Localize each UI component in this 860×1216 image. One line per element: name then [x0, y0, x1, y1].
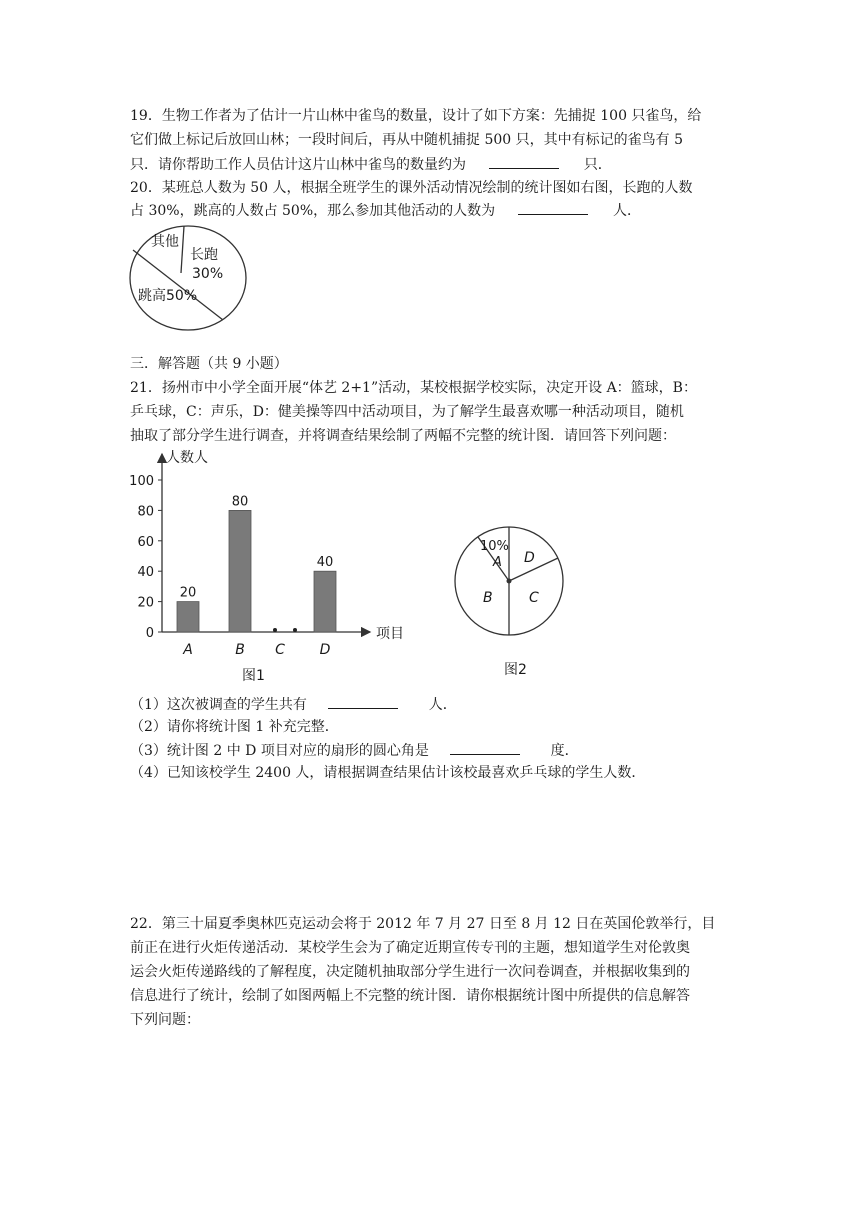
x-tick-label-D: D — [319, 642, 331, 658]
q21-sub-1-unit: 人． — [428, 697, 457, 713]
q21-sub-3-blank[interactable] — [450, 742, 520, 755]
q21-line-2: 乒乓球，C：声乐，D：健美操等四中活动项目，为了解学生最喜欢哪一种活动项目，随机 — [130, 404, 684, 420]
x-tick-label-A: A — [183, 642, 193, 658]
fig2-label-c: C — [529, 590, 539, 606]
q21-sub-3-unit: 度． — [550, 743, 579, 759]
q20-line-2 — [130, 202, 641, 219]
q20-pie-circle — [130, 226, 246, 330]
q21-line-1: 21．扬州市中小学全面开展“体艺 2+1”活动，某校根据学校实际，决定开设 A：篮球，B： — [130, 380, 697, 396]
q21-sub-3-prompt: （3）统计图 2 中 D 项目对应的扇形的圆心角是 — [130, 743, 429, 759]
fig1-caption: 图1 — [242, 668, 265, 684]
q20-pie-chart — [124, 222, 256, 334]
y-tick-label: 20 — [137, 595, 154, 611]
q21-sub-3 — [130, 742, 579, 759]
q20-prompt: 占 30%，跳高的人数占 50%，那么参加其他活动的人数为 — [130, 203, 496, 219]
y-tick-label: 0 — [145, 626, 154, 641]
bar-B — [229, 510, 251, 632]
bar-A — [177, 602, 199, 632]
bar-value-label-A: 20 — [179, 585, 197, 601]
missing-bar-dot — [273, 628, 277, 632]
q21-line-3: 抽取了部分学生进行调查，并将调查结果绘制了两幅不完整的统计图．请回答下列问题： — [130, 428, 676, 444]
x-tick-label-C: C — [275, 642, 285, 658]
q22-line-3: 运会火炬传递路线的了解程度，决定随机抽取部分学生进行一次问卷调查，并根据收集到的 — [130, 964, 690, 980]
q20-label-run: 长跑 — [190, 247, 218, 263]
y-tick-label: 80 — [137, 504, 154, 520]
q20-label-jump: 跳高50% — [138, 288, 198, 304]
q20-label-other: 其他 — [151, 234, 179, 250]
q20-answer-blank[interactable] — [518, 202, 588, 215]
section-3-title: 三．解答题（共 9 小题） — [130, 356, 288, 372]
fig2-center-dot — [507, 579, 512, 584]
x-tick-label-B: B — [235, 642, 245, 658]
q19-unit: 只． — [583, 157, 612, 173]
q22-line-5: 下列问题： — [130, 1012, 200, 1028]
q21-pie-chart — [452, 524, 570, 690]
q19-line-1: 19．生物工作者为了估计一片山林中雀鸟的数量，设计了如下方案：先捕捉 100 只雀鸟，给 — [130, 108, 702, 124]
y-tick-label: 60 — [137, 534, 154, 550]
missing-bar-dot — [293, 628, 297, 632]
q19-line-2: 它们做上标记后放回山林；一段时间后，再从中随机捕捉 500 只，其中有标记的雀鸟有 5 — [130, 132, 683, 148]
bar-value-label-B: 80 — [231, 494, 249, 510]
q19-line-3 — [130, 156, 612, 173]
fig2-label-b: B — [483, 590, 493, 606]
q22-line-1: 22．第三十届夏季奥林匹克运动会将于 2012 年 7 月 27 日至 8 月 12 日在英国伦敦举行，目 — [130, 916, 716, 932]
bar-value-label-D: 40 — [316, 555, 334, 571]
q19-answer-blank[interactable] — [489, 156, 559, 169]
fig2-label-d: D — [524, 550, 535, 566]
q20-line-1: 20．某班总人数为 50 人，根据全班学生的课外活动情况绘制的统计图如右图，长跑的人数 — [130, 180, 693, 196]
q21-bar-chart — [124, 446, 414, 686]
y-tick-label: 40 — [137, 565, 154, 581]
fig2-caption: 图2 — [504, 662, 527, 678]
q22-line-2: 前正在进行火炬传递活动．某校学生会为了确定近期宣传专刊的主题，想知道学生对伦敦奥 — [130, 940, 690, 956]
q20-pie-divider-vertical — [181, 226, 184, 273]
bar-D — [314, 571, 336, 632]
q19-prompt: 只．请你帮助工作人员估计这片山林中雀鸟的数量约为 — [130, 157, 466, 173]
fig2-label-a: A — [493, 555, 502, 570]
q21-sub-2: （2）请你将统计图 1 补充完整． — [130, 719, 339, 735]
q21-sub-1-prompt: （1）这次被调查的学生共有 — [130, 697, 307, 713]
q21-sub-1-blank[interactable] — [328, 696, 398, 709]
q21-sub-4: （4）已知该校学生 2400 人，请根据调查结果估计该校最喜欢乒乓球的学生人数． — [130, 765, 646, 781]
y-tick-label: 100 — [129, 474, 154, 489]
q22-line-4: 信息进行了统计，绘制了如图两幅上不完整的统计图．请你根据统计图中所提供的信息解答 — [130, 988, 690, 1004]
fig2-label-a-pct: 10% — [480, 539, 509, 554]
q20-unit: 人． — [612, 203, 641, 219]
q20-label-run-pct: 30% — [192, 266, 224, 282]
x-axis-title: 项目 — [376, 626, 404, 642]
y-axis-title: 人数人 — [166, 450, 208, 466]
q21-sub-1 — [130, 696, 457, 713]
